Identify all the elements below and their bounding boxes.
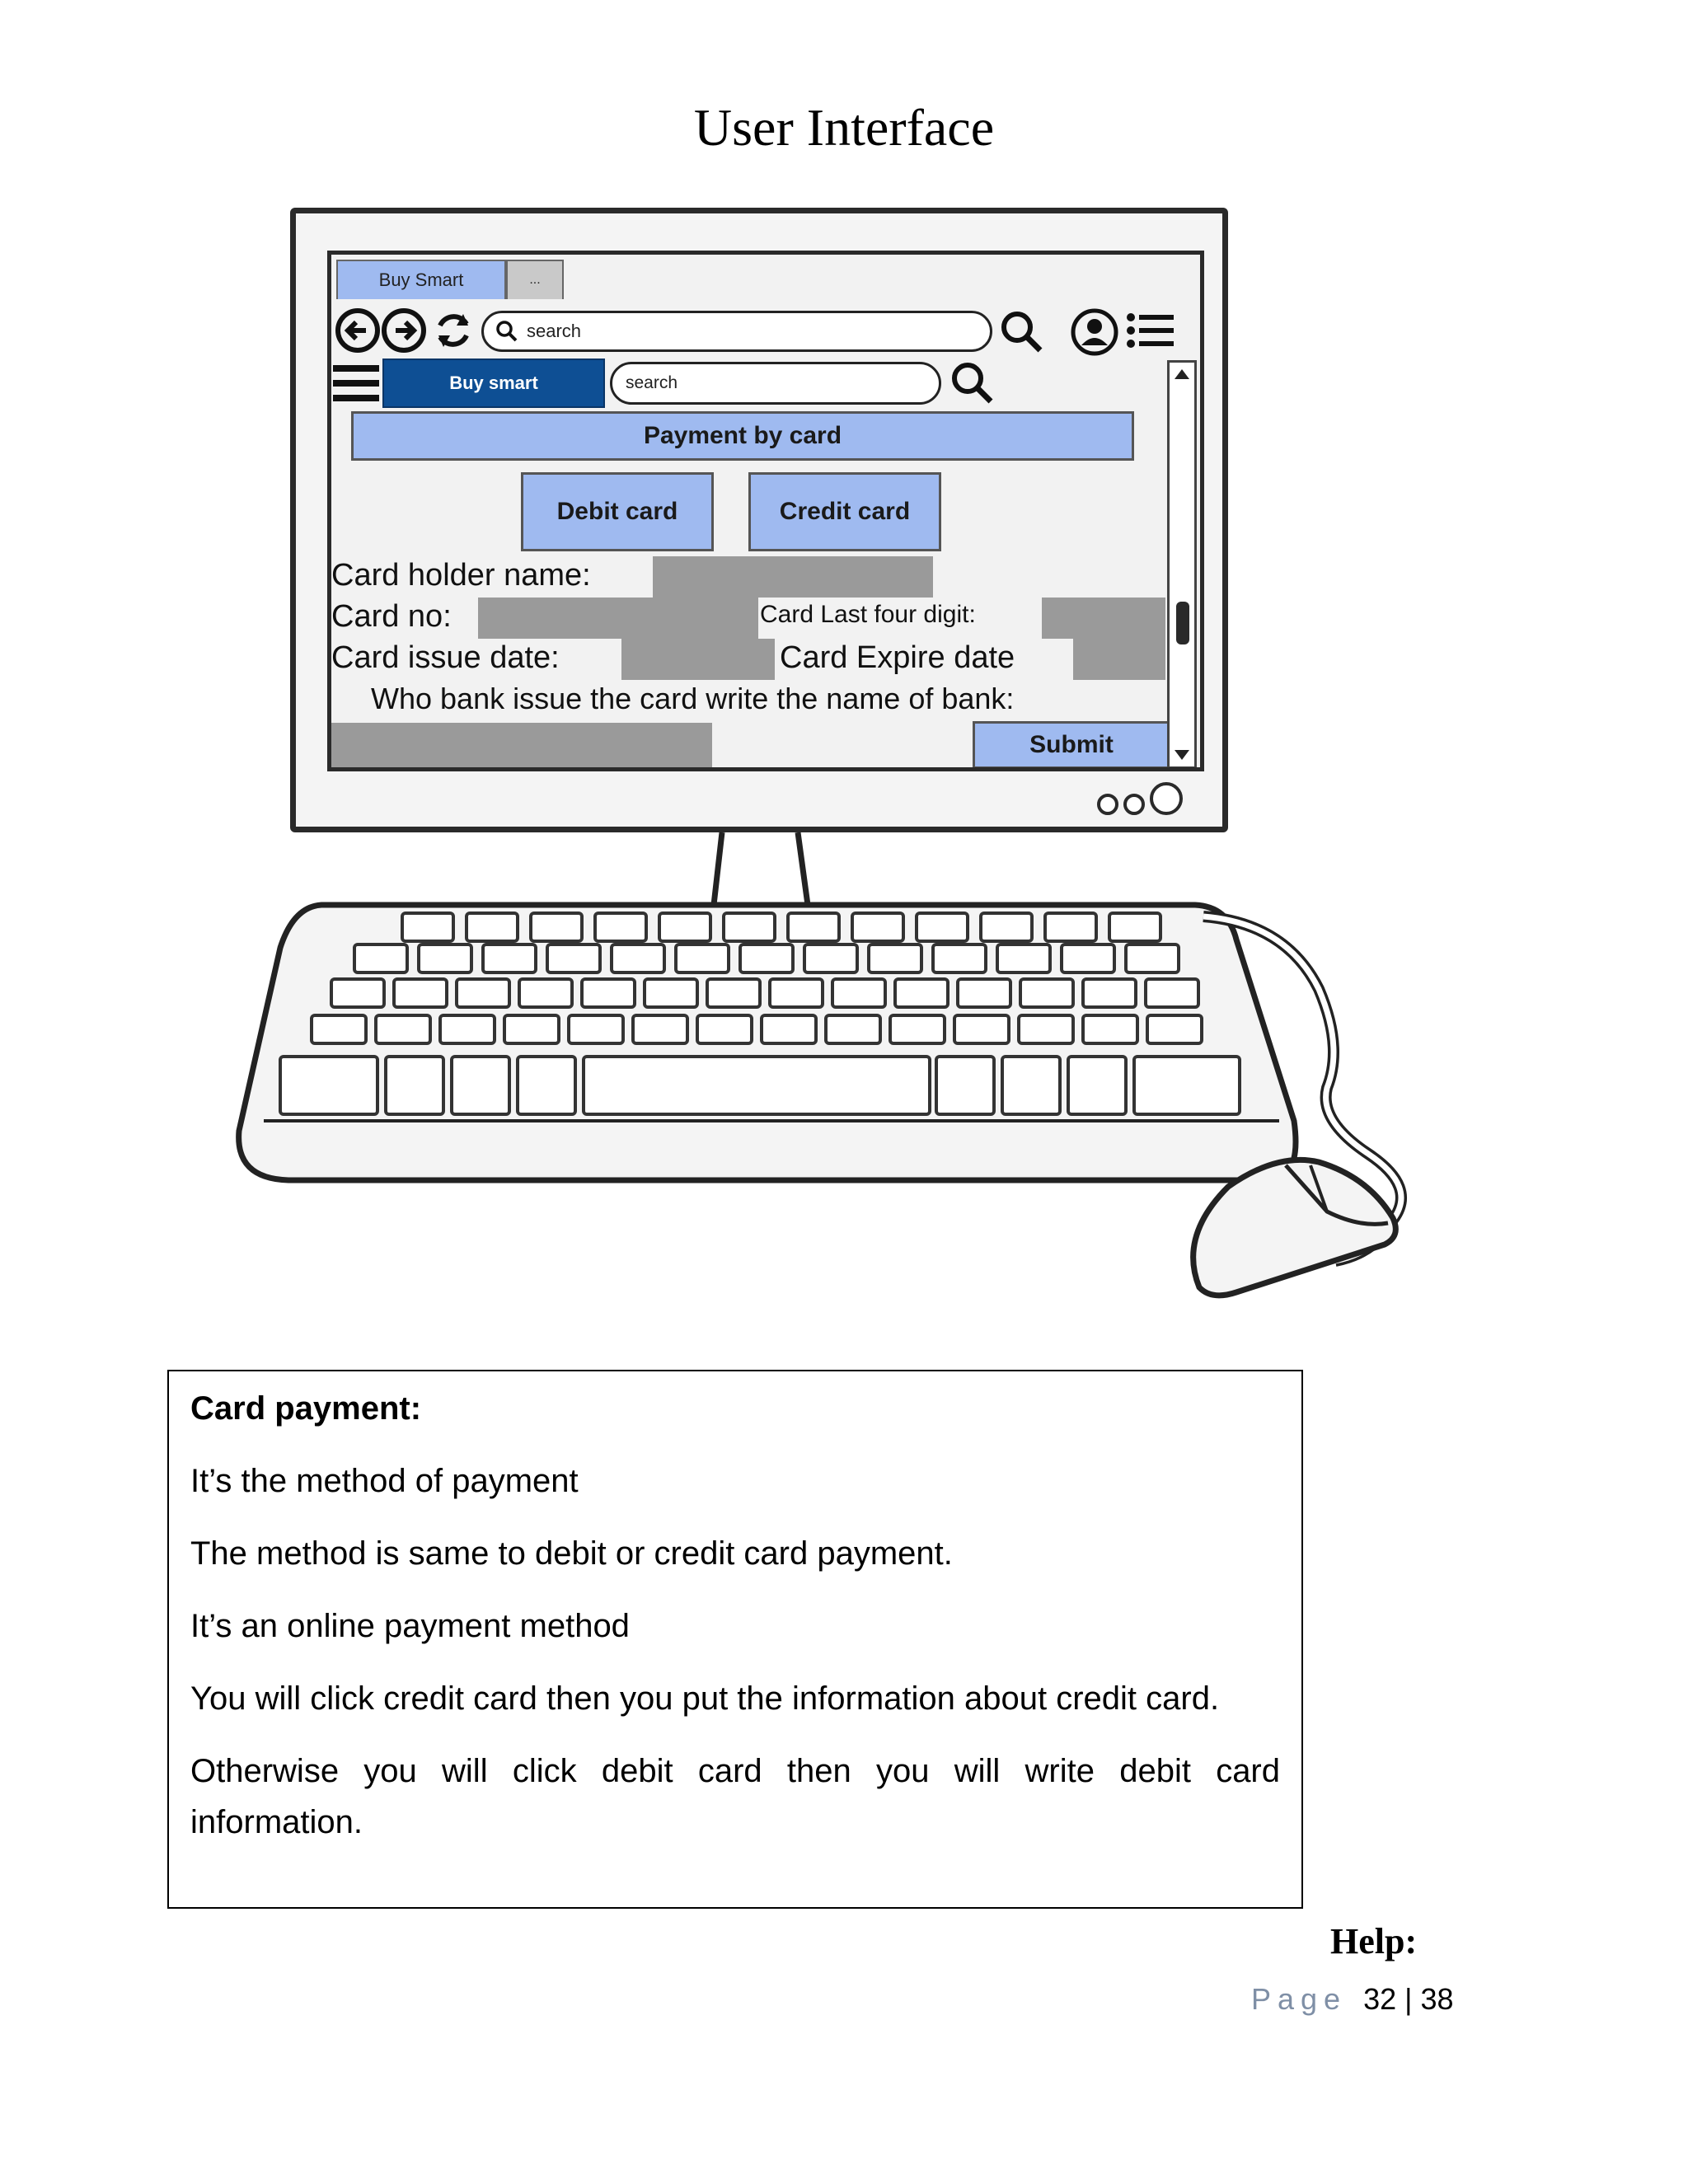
keyboard-key-icon [518,1057,575,1114]
monitor-button-icon [1123,794,1145,815]
keyboard-key-icon [394,979,447,1007]
keyboard-key-icon [770,979,823,1007]
info-box [167,1370,1303,1909]
refresh-icon[interactable] [430,307,476,354]
card-holder-label: Card holder name: [331,558,591,593]
submit-button[interactable]: Submit [973,721,1170,769]
browser-window [327,251,1204,771]
keyboard-key-icon [1002,1057,1060,1114]
keyboard-key-icon [832,979,885,1007]
keyboard-key-icon [697,1015,752,1043]
power-button-icon [1150,782,1183,815]
card-expire-date-label: Card Expire date [780,640,1015,675]
scroll-thumb[interactable] [1176,602,1189,644]
payment-form [331,411,1165,767]
info-line: Otherwise you will click debit card then you will write debit card information. [190,1753,1280,1840]
keyboard-key-icon [724,913,775,941]
keyboard-key-icon [954,1015,1009,1043]
mouse-icon [1193,1160,1396,1296]
search-icon[interactable] [997,307,1047,357]
keyboard-key-icon [612,944,664,972]
info-line: You will click credit card then you put the information about credit card. [190,1680,1220,1717]
spacebar-key-icon [584,1057,930,1114]
info-line: It’s an online payment method [190,1608,630,1644]
keyboard-key-icon [997,944,1050,972]
keyboard-key-icon [645,979,697,1007]
keyboard-key-icon [1083,979,1136,1007]
site-header [333,359,1165,408]
keyboard-key-icon [659,913,710,941]
page-separator: | [1404,1982,1413,2016]
card-holder-field[interactable] [653,556,933,598]
page-number: 32 [1363,1982,1397,2016]
keyboard-key-icon [852,913,903,941]
keyboard-key-icon [633,1015,687,1043]
monitor-button-icon [1097,794,1118,815]
mouse-cable-icon [1203,916,1401,1261]
site-search-icon[interactable] [948,359,997,408]
keyboard-key-icon [1134,1057,1240,1114]
keyboard-key-icon [890,1015,945,1043]
card-issue-date-field[interactable] [621,639,775,680]
keyboard-key-icon [788,913,839,941]
monitor [290,208,1228,832]
keyboard-key-icon [933,944,986,972]
keyboard-key-icon [804,944,857,972]
card-expire-date-field[interactable] [1073,639,1165,680]
page-title: User Interface [693,98,995,157]
keyboard-key-icon [280,1057,377,1114]
keyboard-key-icon [1045,913,1096,941]
card-issue-date-label: Card issue date: [331,640,560,675]
help-label: Help: [1330,1921,1418,1961]
keyboard-key-icon [595,913,646,941]
keyboard-key-icon [1126,944,1179,972]
keyboard-key-icon [917,913,968,941]
keyboard-key-icon [452,1057,509,1114]
keyboard-key-icon [958,979,1010,1007]
credit-card-button[interactable]: Credit card [748,472,941,551]
keyboard-key-icon [762,1015,816,1043]
menu-list-icon[interactable] [1124,307,1177,354]
keyboard-key-icon [1062,944,1114,972]
keyboard-key-icon [354,944,407,972]
keyboard-key-icon [312,1015,366,1043]
back-icon[interactable] [335,307,381,354]
keyboard-key-icon [504,1015,559,1043]
url-bar[interactable] [481,311,992,352]
keyboard-key-icon [386,1057,443,1114]
card-no-label: Card no: [331,599,452,634]
keyboard-key-icon [483,944,536,972]
keyboard-key-icon [676,944,729,972]
hamburger-icon[interactable] [333,360,381,406]
keyboard-key-icon [936,1057,994,1114]
card-last-four-label: Card Last four digit: [760,601,976,628]
keyboard-key-icon [1020,979,1073,1007]
card-no-field[interactable] [478,598,758,639]
scroll-up-icon[interactable] [1175,369,1189,379]
total-pages: 38 [1420,1982,1454,2016]
user-account-icon[interactable] [1070,307,1119,357]
monitor-stand-icon [714,832,808,905]
scrollbar[interactable] [1167,360,1197,769]
keyboard-key-icon [582,979,635,1007]
site-search-input[interactable]: search [610,362,941,405]
keyboard-key-icon [331,979,384,1007]
tab-buy-smart[interactable]: Buy Smart [336,260,506,299]
keyboard-key-icon [547,944,600,972]
navigation-bar [333,304,1198,357]
keyboard-key-icon [569,1015,623,1043]
site-brand-button[interactable]: Buy smart [382,359,605,408]
page-footer [1251,1982,1454,2017]
keyboard-key-icon [740,944,793,972]
payment-header: Payment by card [351,411,1134,461]
bank-name-field[interactable] [331,723,712,767]
keyboard-icon [239,905,1296,1180]
url-bar-placeholder: search [527,321,582,341]
keyboard-key-icon [1083,1015,1137,1043]
keyboard-key-icon [1068,1057,1126,1114]
keyboard-key-icon [1109,913,1160,941]
keyboard-key-icon [826,1015,880,1043]
debit-card-button[interactable]: Debit card [521,472,714,551]
keyboard-key-icon [440,1015,495,1043]
keyboard-keys [280,913,1240,1114]
bank-name-label: Who bank issue the card write the name of bank: [371,682,1015,715]
keyboard-key-icon [457,979,509,1007]
keyboard-key-icon [519,979,572,1007]
info-line: The method is same to debit or credit card payment. [190,1535,953,1572]
keyboard-key-icon [419,944,471,972]
keyboard-key-icon [981,913,1032,941]
keyboard-key-icon [707,979,760,1007]
keyboard-key-icon [402,913,453,941]
keyboard-key-icon [1146,979,1198,1007]
keyboard-key-icon [895,979,948,1007]
keyboard-key-icon [467,913,518,941]
tab-more[interactable]: ... [506,260,564,299]
keyboard-key-icon [531,913,582,941]
card-last-four-field[interactable] [1042,598,1165,639]
page-word: Page [1251,1982,1348,2016]
keyboard-key-icon [1019,1015,1073,1043]
scroll-down-icon[interactable] [1175,750,1189,760]
info-heading: Card payment: [190,1390,422,1427]
forward-icon[interactable] [381,307,427,354]
keyboard-key-icon [1147,1015,1202,1043]
keyboard-key-icon [869,944,921,972]
info-line: It’s the method of payment [190,1463,579,1499]
search-icon [495,320,518,343]
tab-bar [336,260,564,301]
keyboard-key-icon [376,1015,430,1043]
monitor-buttons [1097,782,1183,815]
